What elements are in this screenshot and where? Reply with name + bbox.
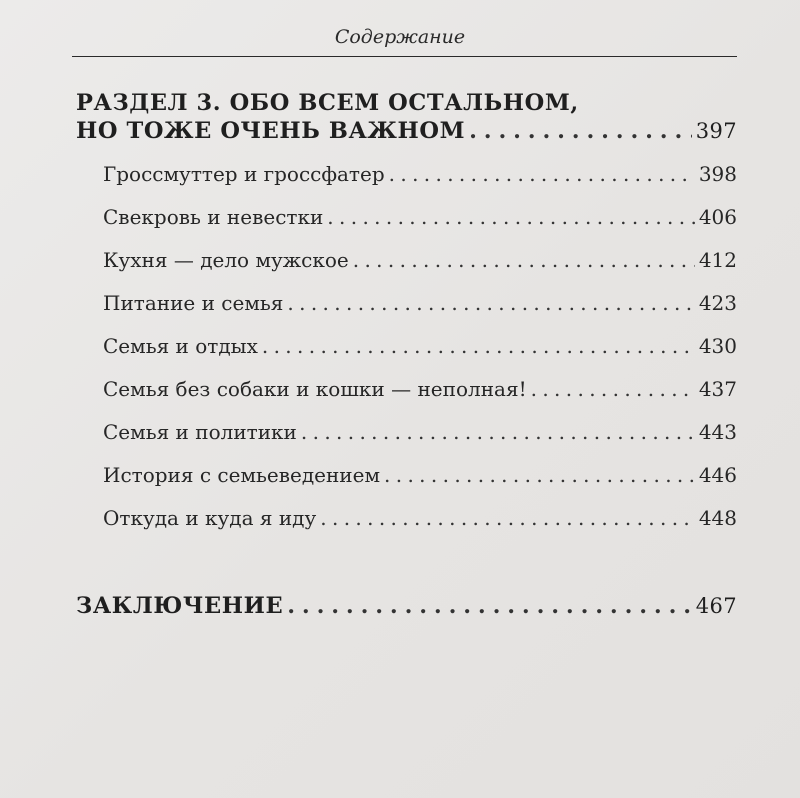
toc-entry bbox=[103, 334, 737, 358]
toc-entry-page: 448 bbox=[698, 506, 737, 530]
running-head: Содержание bbox=[334, 26, 466, 48]
toc-entry bbox=[103, 248, 737, 272]
toc-entry-page: 443 bbox=[698, 420, 737, 444]
dot-leader bbox=[384, 463, 695, 487]
dot-leader bbox=[469, 118, 692, 144]
toc-entry-page: 430 bbox=[698, 334, 737, 358]
conclusion-title: ЗАКЛЮЧЕНИЕ bbox=[76, 593, 284, 619]
toc-entry-title: Свекровь и невестки bbox=[103, 205, 324, 229]
toc-entry-title: Кухня — дело мужское bbox=[103, 248, 349, 272]
toc-entry-page: 423 bbox=[698, 291, 737, 315]
toc-entry-title: Гроссмуттер и гроссфатер bbox=[103, 162, 385, 186]
section-title-line1: РАЗДЕЛ 3. ОБО ВСЕМ ОСТАЛЬНОМ, bbox=[76, 90, 579, 116]
dot-leader bbox=[287, 593, 691, 619]
dot-leader bbox=[531, 377, 695, 401]
toc-entry-title: Откуда и куда я иду bbox=[103, 506, 317, 530]
toc-entry-title: Семья без собаки и кошки — неполная! bbox=[103, 377, 527, 401]
section-title-line2: НО ТОЖЕ ОЧЕНЬ ВАЖНОМ bbox=[76, 118, 466, 144]
dot-leader bbox=[262, 334, 695, 358]
toc-entry-page: 437 bbox=[698, 377, 737, 401]
toc-entry-page: 446 bbox=[698, 463, 737, 487]
toc-entry bbox=[103, 205, 737, 229]
conclusion-page-number: 467 bbox=[695, 594, 737, 618]
toc-entry-title: Семья и политики bbox=[103, 420, 297, 444]
section-entry bbox=[76, 118, 737, 144]
toc-entry-title: История с семьеведением bbox=[103, 463, 381, 487]
dot-leader bbox=[389, 162, 695, 186]
section-page-number: 397 bbox=[695, 119, 737, 143]
dot-leader bbox=[320, 506, 695, 530]
toc-entry bbox=[103, 463, 737, 487]
toc-entry bbox=[103, 420, 737, 444]
toc-entry bbox=[103, 506, 737, 530]
toc-entry-page: 412 bbox=[698, 248, 737, 272]
toc-entry-title: Семья и отдых bbox=[103, 334, 258, 358]
dot-leader bbox=[301, 420, 695, 444]
conclusion-entry bbox=[76, 593, 737, 619]
toc-entry-page: 406 bbox=[698, 205, 737, 229]
toc-entry bbox=[103, 377, 737, 401]
dot-leader bbox=[353, 248, 695, 272]
toc-entry bbox=[103, 291, 737, 315]
dot-leader bbox=[287, 291, 694, 315]
toc-entry bbox=[103, 162, 737, 186]
toc-entry-title: Питание и семья bbox=[103, 291, 284, 315]
dot-leader bbox=[327, 205, 695, 229]
toc-entry-page: 398 bbox=[698, 162, 737, 186]
